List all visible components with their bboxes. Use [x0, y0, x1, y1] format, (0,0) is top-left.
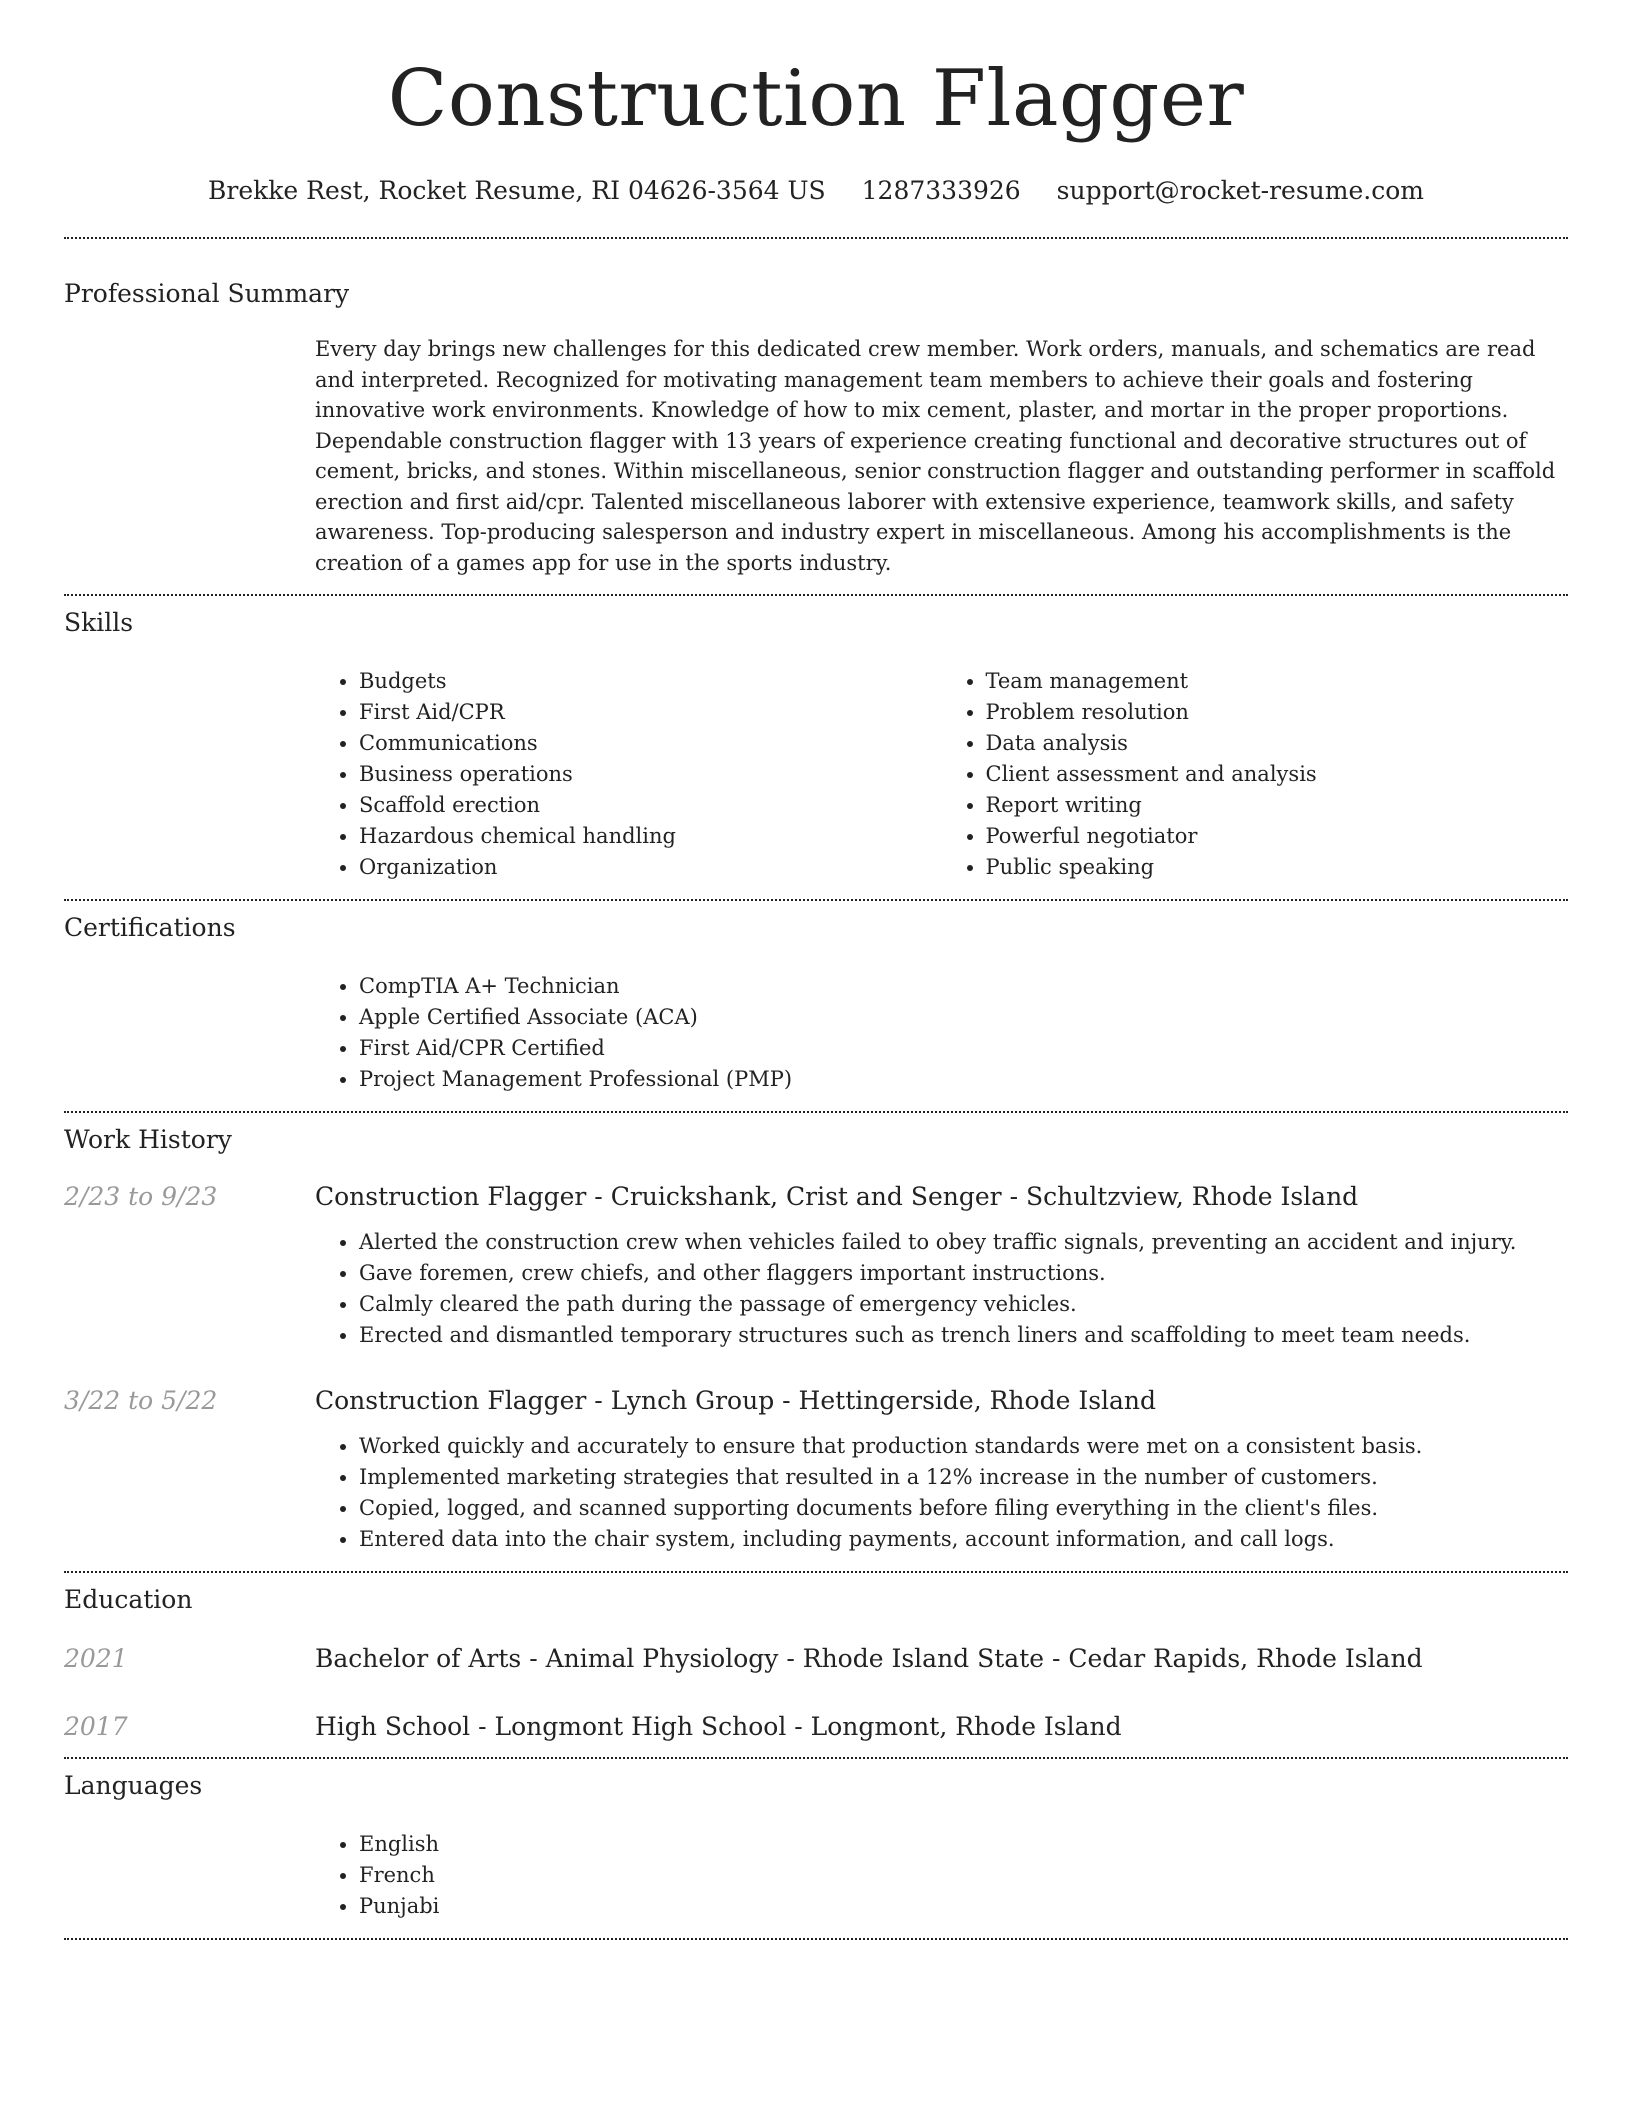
- education-heading: [315, 1711, 1122, 1743]
- job-bullets-wrap: [315, 1431, 1568, 1555]
- job-bullets: [315, 1227, 1568, 1351]
- list-item: • Scaffold erection: [359, 790, 942, 821]
- work-section: [64, 1125, 1568, 1555]
- divider: [64, 1571, 1568, 1573]
- list-item: • Data analysis: [986, 728, 1569, 759]
- list-item: • Budgets: [359, 666, 942, 697]
- divider: [64, 1111, 1568, 1113]
- list-item: • Report writing: [986, 790, 1569, 821]
- list-item: • Project Management Professional (PMP): [359, 1064, 1568, 1095]
- list-item: • Business operations: [359, 759, 942, 790]
- resume-page: [64, 0, 1568, 1940]
- education-entry: [64, 1643, 1568, 1675]
- divider: [64, 237, 1568, 239]
- languages-section: [64, 1771, 1568, 1922]
- job-header: [64, 1181, 1568, 1213]
- list-item: • Copied, logged, and scanned supporting documents before filing everything in the client's files.: [359, 1493, 1568, 1524]
- summary-section: [64, 279, 1568, 578]
- summary-text: Every day brings new challenges for this dedicated crew member. Work orders, manuals, and schematics are read and interpreted. Recognized for motivating management team members to achieve their goals and fostering innovative work environments. Knowledge of how to mix cement, plaster, and mortar in the proper proportions. Dependable construction flagger with 13 years of experience creating functional and decorative structures out of cement, bricks, and stones. Within miscellaneous, senior construction flagger and outstanding performer in scaffold erection and first aid/cpr. Talented miscellaneous laborer with extensive experience, teamwork skills, and safety awareness. Top-producing salesperson and industry expert in miscellaneous. Among his accomplishments is the creation of a games app for use in the sports industry.: [315, 337, 1556, 575]
- section-title-education: Education: [64, 1585, 193, 1614]
- education-date: 2017: [64, 1712, 128, 1741]
- list-item: • Public speaking: [986, 852, 1569, 883]
- job-date: 3/22 to 5/22: [64, 1386, 218, 1415]
- job-bullets-wrap: [315, 1227, 1568, 1351]
- list-item: • Erected and dismantled temporary structures such as trench liners and scaffolding to meet team needs.: [359, 1320, 1568, 1351]
- list-item: • Implemented marketing strategies that resulted in a 12% increase in the number of customers.: [359, 1462, 1568, 1493]
- languages-list-wrap: [315, 1829, 1568, 1922]
- languages-list: [315, 1829, 1568, 1922]
- contact-line: [64, 174, 1568, 208]
- certifications-list: [315, 971, 1568, 1095]
- education-entry: [64, 1711, 1568, 1743]
- education-section: [64, 1585, 1568, 1743]
- certifications-section: [64, 913, 1568, 1095]
- list-item: • Powerful negotiator: [986, 821, 1569, 852]
- education-details: - Rhode Island State - Cedar Rapids, Rhode Island: [778, 1644, 1423, 1673]
- skills-grid: [315, 666, 1568, 883]
- certifications-list-wrap: [315, 971, 1568, 1095]
- divider: [64, 594, 1568, 596]
- job-entry: [64, 1181, 1568, 1351]
- section-title-work: Work History: [64, 1125, 232, 1154]
- education-details: - Longmont High School - Longmont, Rhode Island: [470, 1712, 1122, 1741]
- job-date: 2/23 to 9/23: [64, 1182, 218, 1211]
- list-item: • Organization: [359, 852, 942, 883]
- job-bullets: [315, 1431, 1568, 1555]
- list-item: • Apple Certified Associate (ACA): [359, 1002, 1568, 1033]
- section-title-languages: Languages: [64, 1771, 203, 1800]
- list-item: • First Aid/CPR Certified: [359, 1033, 1568, 1064]
- list-item: • Hazardous chemical handling: [359, 821, 942, 852]
- education-date: 2021: [64, 1644, 128, 1673]
- list-item: • Client assessment and analysis: [986, 759, 1569, 790]
- list-item: • Gave foremen, crew chiefs, and other flaggers important instructions.: [359, 1258, 1568, 1289]
- skills-section: [64, 608, 1568, 883]
- list-item: • Entered data into the chair system, including payments, account information, and call logs.: [359, 1524, 1568, 1555]
- list-item: • Calmly cleared the path during the passage of emergency vehicles.: [359, 1289, 1568, 1320]
- list-item: • Worked quickly and accurately to ensure that production standards were met on a consistent basis.: [359, 1431, 1568, 1462]
- job-heading: Construction Flagger - Lynch Group - Hettingerside, Rhode Island: [315, 1386, 1157, 1415]
- contact-phone: 1287333926: [861, 176, 1021, 205]
- list-item: • Punjabi: [359, 1891, 1568, 1922]
- section-title-summary: Professional Summary: [64, 279, 350, 308]
- section-title-skills: Skills: [64, 608, 134, 637]
- list-item: • Team management: [986, 666, 1569, 697]
- job-header: [64, 1385, 1568, 1417]
- section-title-certifications: Certifications: [64, 913, 236, 942]
- contact-email: support@rocket-resume.com: [1056, 176, 1424, 205]
- divider: [64, 899, 1568, 901]
- skills-list-left: [315, 666, 942, 883]
- contact-address: Brekke Rest, Rocket Resume, RI 04626-3564 US: [208, 176, 826, 205]
- list-item: • Alerted the construction crew when vehicles failed to obey traffic signals, preventing an accident and injury.: [359, 1227, 1568, 1258]
- list-item: • First Aid/CPR: [359, 697, 942, 728]
- education-heading: [315, 1643, 1423, 1675]
- job-entry: [64, 1385, 1568, 1555]
- divider: [64, 1938, 1568, 1940]
- list-item: • CompTIA A+ Technician: [359, 971, 1568, 1002]
- education-degree: High School: [315, 1712, 471, 1741]
- skills-list-right: [942, 666, 1569, 883]
- resume-name: Construction Flagger: [387, 54, 1245, 144]
- list-item: • Communications: [359, 728, 942, 759]
- list-item: • English: [359, 1829, 1568, 1860]
- job-heading: Construction Flagger - Cruickshank, Crist and Senger - Schultzview, Rhode Island: [315, 1182, 1359, 1211]
- divider: [64, 1757, 1568, 1759]
- list-item: • Problem resolution: [986, 697, 1569, 728]
- list-item: • French: [359, 1860, 1568, 1891]
- education-degree: Bachelor of Arts - Animal Physiology: [315, 1644, 779, 1673]
